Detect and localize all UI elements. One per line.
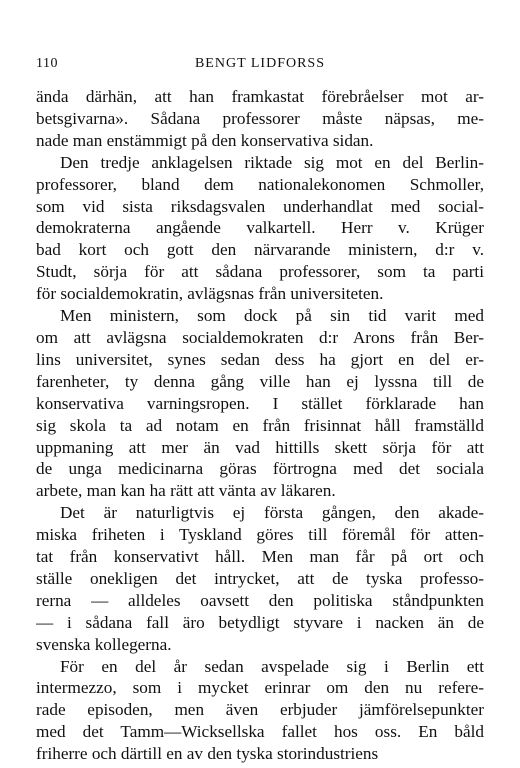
text-line: ända därhän, att han framkastat förebråelser mot ar- bbox=[36, 87, 484, 106]
text-line: ställe onekligen det intrycket, att de tyska professo- bbox=[36, 568, 484, 588]
text-line: Det är naturligtvis ej första gången, den akade- bbox=[60, 503, 484, 523]
paragraph bbox=[36, 86, 484, 152]
text-line: lins universitet, synes sedan dess ha gjort en del er- bbox=[36, 349, 484, 369]
page-header bbox=[36, 56, 484, 78]
text-line: med det Tamm—Wicksellska fallet hos oss. En båld bbox=[36, 722, 484, 742]
text-line: tat från konservativt håll. Men man får på ort och bbox=[36, 547, 484, 567]
book-page bbox=[36, 56, 484, 765]
body-text bbox=[36, 86, 484, 765]
text-line: För en del år sedan avspelade sig i Berlin ett bbox=[60, 656, 484, 676]
text-line: farenheter, ty denna gång ville han ej lyssna till de bbox=[36, 371, 484, 391]
paragraph bbox=[36, 305, 484, 502]
text-line: intermezzo, som i mycket erinrar om den nu refere- bbox=[36, 678, 484, 698]
text-line: de unga medicinarna göras förtrogna med det sociala bbox=[36, 459, 484, 479]
text-line: miska friheten i Tyskland göres till föremål för atten- bbox=[36, 525, 484, 545]
text-line: om att avlägsna socialdemokraten d:r Arons från Ber- bbox=[36, 327, 484, 347]
text-line: bad kort och gott den närvarande ministern, d:r v. bbox=[36, 240, 484, 260]
text-line: demokraterna angående valkartell. Herr v. Krüger bbox=[36, 218, 484, 238]
text-line: rerna — alldeles oavsett den politiska ståndpunkten bbox=[36, 590, 484, 610]
text-line: Den tredje anklagelsen riktade sig mot en del Berlin- bbox=[60, 152, 484, 172]
text-line: uppmaning att mer än vad hittills skett sörja för att bbox=[36, 437, 484, 457]
text-line: nade man enstämmigt på den konservativa sidan. bbox=[36, 130, 374, 150]
text-line: för socialdemokratin, avlägsnas från universiteten. bbox=[36, 284, 384, 304]
text-line: som vid sista riksdagsvalen underhandlat med social- bbox=[36, 196, 484, 216]
text-line: rade episoden, men även erbjuder jämförelsepunkter bbox=[36, 700, 484, 720]
text-line: arbete, man kan ha rätt att vänta av läkaren. bbox=[36, 481, 336, 501]
running-title: BENGT LIDFORSS bbox=[194, 56, 326, 71]
text-line: professorer, bland dem nationalekonomen Schmoller, bbox=[36, 174, 484, 194]
text-line: svenska kollegerna. bbox=[36, 634, 172, 654]
text-line: friherre och därtill en av den tyska storindustriens bbox=[36, 744, 379, 764]
paragraph bbox=[36, 502, 484, 655]
text-line: — i sådana fall äro betydligt styvare i nacken än de bbox=[36, 612, 484, 632]
page-number: 110 bbox=[36, 56, 58, 71]
text-line: sig skola ta ad notam en från frisinnat håll framställd bbox=[36, 415, 484, 435]
text-line: betsgivarna». Sådana professorer måste näpsas, me- bbox=[36, 108, 484, 128]
paragraph bbox=[36, 152, 484, 305]
text-line: Studt, sörja för att sådana professorer, som ta parti bbox=[36, 262, 484, 282]
text-line: konservativa varningsropen. I stället förklarade han bbox=[36, 393, 484, 413]
paragraph bbox=[36, 656, 484, 766]
text-line: Men ministern, som dock på sin tid varit med bbox=[60, 306, 484, 326]
